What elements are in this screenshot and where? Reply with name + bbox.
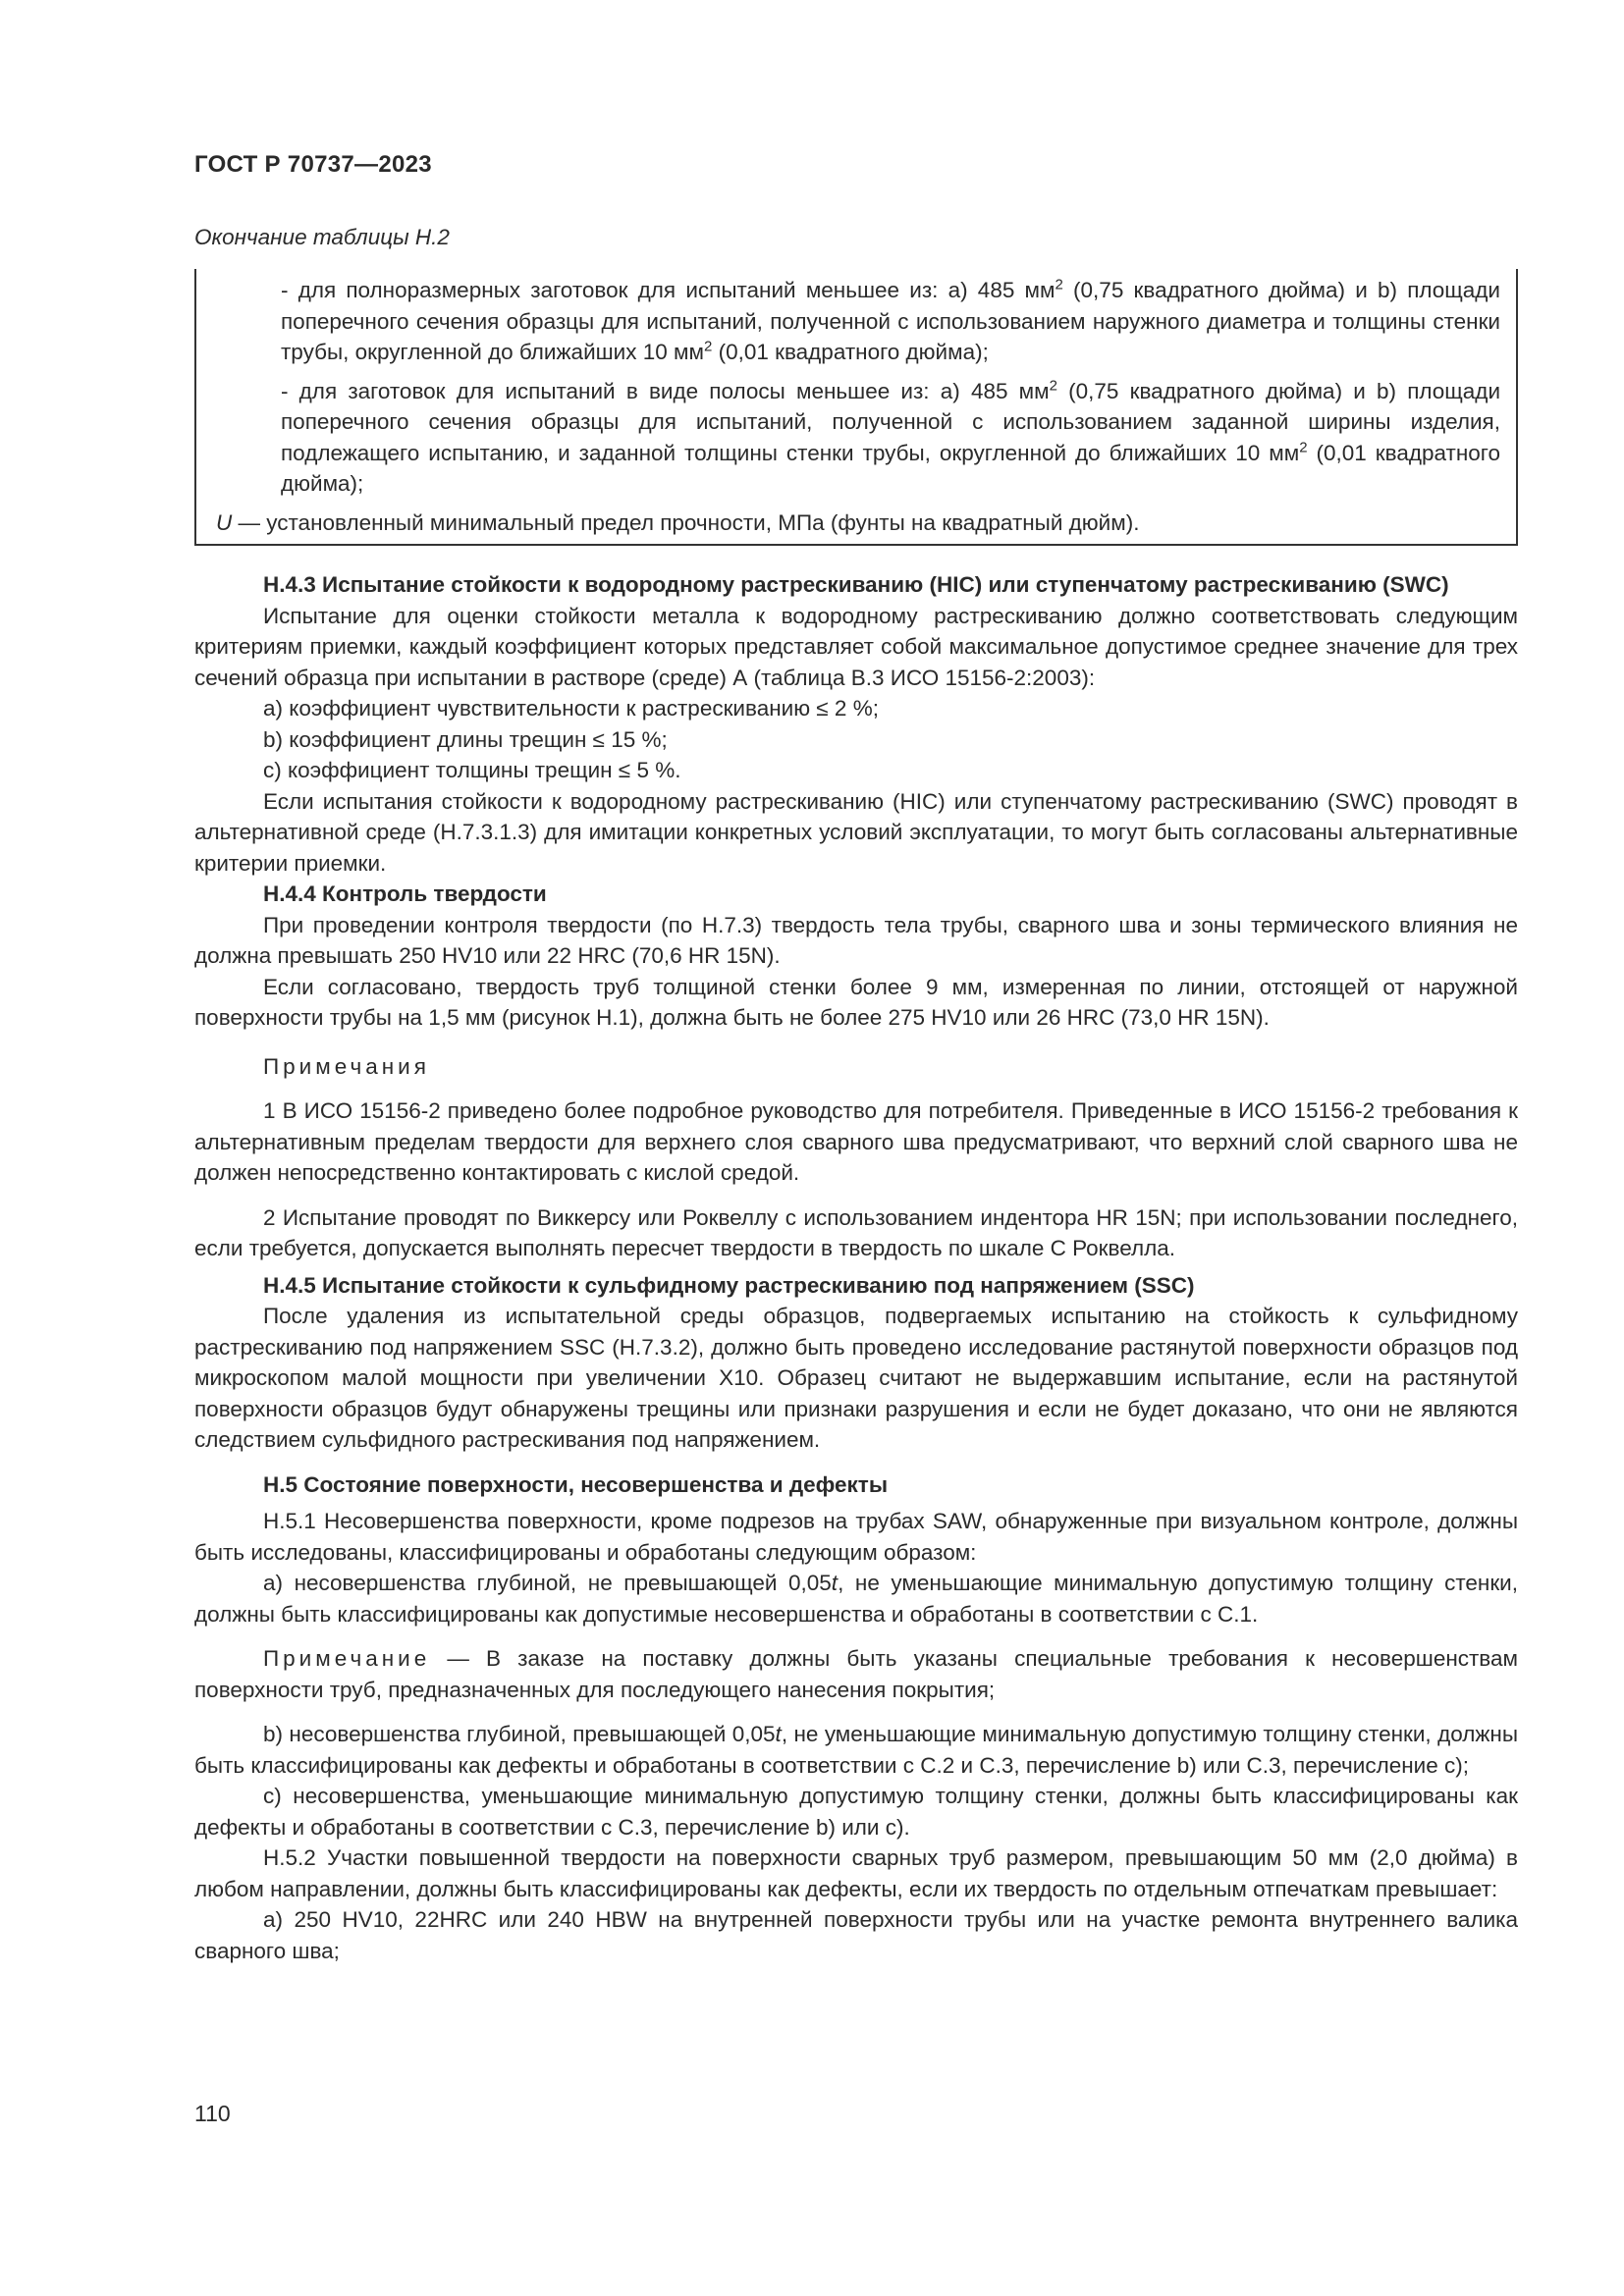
list-item: c) несовершенства, уменьшающие минимальную допустимую толщину стенки, должны быть классифицированы как дефекты и обработаны в соответствии с С.3, перечисление b) или c).	[194, 1784, 1518, 1840]
paragraph: Если испытания стойкости к водородному растрескиванию (HIC) или ступенчатому растрескиванию (SWC) проводят в альтернативной среде (Н.7.3.1.3) для имитации конкретных условий эксплуатации, то могут быть согласованы альтернативные критерии приемки.	[194, 788, 1518, 876]
section-h5-title: Н.5 Состояние поверхности, несовершенства и дефекты	[263, 1471, 889, 1497]
section-h44-title: Н.4.4 Контроль твердости	[263, 881, 547, 906]
section-h43-title: Н.4.3 Испытание стойкости к водородному растрескиванию (HIC) или ступенчатому растрескиванию (SWC)	[263, 572, 1449, 597]
note: Примечание — В заказе на поставку должны быть указаны специальные требования к несовершенствам поверхности труб, предназначенных для последующего нанесения покрытия;	[194, 1646, 1518, 1702]
list-item: a) 250 HV10, 22HRC или 240 HBW на внутренней поверхности трубы или на участке ремонта внутреннего валика сварного шва;	[194, 1907, 1518, 1963]
list-item: b) несовершенства глубиной, превышающей 0,05t, не уменьшающие минимальную допустимую толщину стенки, должны быть классифицированы как дефекты и обработаны в соответствии с С.2 и С.3, перечисление b) или С.3, перечисление c);	[194, 1722, 1518, 1778]
table-item-full-size: - для полноразмерных заготовок для испытаний меньшее из: a) 485 $мм^2$ (0,75 квадратного дюйма) и b) площади поперечного сечения образцы для испытаний, полученной с использованием наружного диаметра и толщины стенки трубы, округленной до ближайших 10 $мм^2$ (0,01 квадратного дюйма);	[281, 276, 1501, 364]
paragraph: Испытание для оценки стойкости металла к водородному растрескиванию должно соответствовать следующим критериям приемки, каждый коэффициент которых представляет собой максимальное допустимое среднее значение для трех сечений образца при испытании в растворе (среде) А (таблица В.3 ИСО 15156-2:2003):	[194, 603, 1518, 690]
document-id: ГОСТ Р 70737—2023	[194, 151, 432, 178]
list-item: a) несовершенства глубиной, не превышающей 0,05t, не уменьшающие минимальную допустимую толщину стенки, должны быть классифицированы как допустимые несовершенства и обработаны в соответствии с С.1.	[194, 1571, 1519, 1627]
table-continuation-caption: Окончание таблицы Н.2	[194, 225, 450, 249]
page-number: 110	[194, 2101, 231, 2126]
paragraph: После удаления из испытательной среды образцов, подвергаемых испытанию на стойкость к сульфидному растрескиванию под напряжением SSC (Н.7.3.2), должно быть проведено исследование растянутой поверхности образцов под микроскопом малой мощности при увеличении X10. Образец считают не выдержавшим испытание, если на растянутой поверхности образцов будут обнаружены трещины или признаки разрушения и если не будет доказано, что они не являются следствием сульфидного растрескивания под напряжением.	[194, 1304, 1518, 1452]
notes-heading: Примечания	[263, 1053, 430, 1079]
table-item-u-definition: U — установленный минимальный предел прочности, МПа (фунты на квадратный дюйм).	[216, 509, 1140, 535]
paragraph: Н.5.2 Участки повышенной твердости на поверхности сварных труб размером, превышающим 50 мм (2,0 дюйма) в любом направлении, должны быть классифицированы как дефекты, если их твердость по отдельным отпечаткам превышает:	[194, 1845, 1518, 1901]
list-item: a) коэффициент чувствительности к растрескиванию ≤ 2 %;	[263, 696, 879, 721]
paragraph: Если согласовано, твердость труб толщиной стенки более 9 мм, измеренная по линии, отстоящей от наружной поверхности трубы на 1,5 мм (рисунок Н.1), должна быть не более 275 HV10 или 26 HRC (73,0 HR 15N).	[194, 974, 1518, 1030]
note: 2 Испытание проводят по Виккерсу или Роквеллу с использованием индентора HR 15N; при использовании последнего, если требуется, допускается выполнять пересчет твердости в твердость по шкале С Роквелла.	[194, 1204, 1518, 1260]
list-item: b) коэффициент длины трещин ≤ 15 %;	[263, 726, 668, 752]
table-fragment	[194, 269, 1518, 546]
table-item-strip: - для заготовок для испытаний в виде полосы меньшее из: a) 485 $мм^2$ (0,75 квадратного дюйма) и b) площади поперечного сечения образцы для испытаний, полученной с использованием заданной ширины изделия, подлежащего испытанию, и заданной толщины стенки трубы, округленной до ближайших 10 $мм^2$ (0,01 квадратного дюйма);	[281, 377, 1501, 496]
section-h45-title: Н.4.5 Испытание стойкости к сульфидному растрескиванию под напряжением (SSC)	[263, 1272, 1195, 1298]
paragraph: Н.5.1 Несовершенства поверхности, кроме подрезов на трубах SAW, обнаруженные при визуальном контроле, должны быть исследованы, классифицированы и обработаны следующим образом:	[194, 1509, 1518, 1565]
list-item: c) коэффициент толщины трещин ≤ 5 %.	[263, 758, 681, 782]
paragraph: При проведении контроля твердости (по Н.7.3) твердость тела трубы, сварного шва и зоны термического влияния не должна превышать 250 HV10 или 22 HRC (70,6 HR 15N).	[194, 912, 1518, 968]
note: 1 В ИСО 15156-2 приведено более подробное руководство для потребителя. Приведенные в ИСО 15156-2 требования к альтернативным пределам твердости для верхнего слоя сварного шва предусматривают, что верхний слой сварного шва не должен непосредственно контактировать с кислой средой.	[194, 1098, 1518, 1185]
document-body	[194, 569, 1518, 1966]
